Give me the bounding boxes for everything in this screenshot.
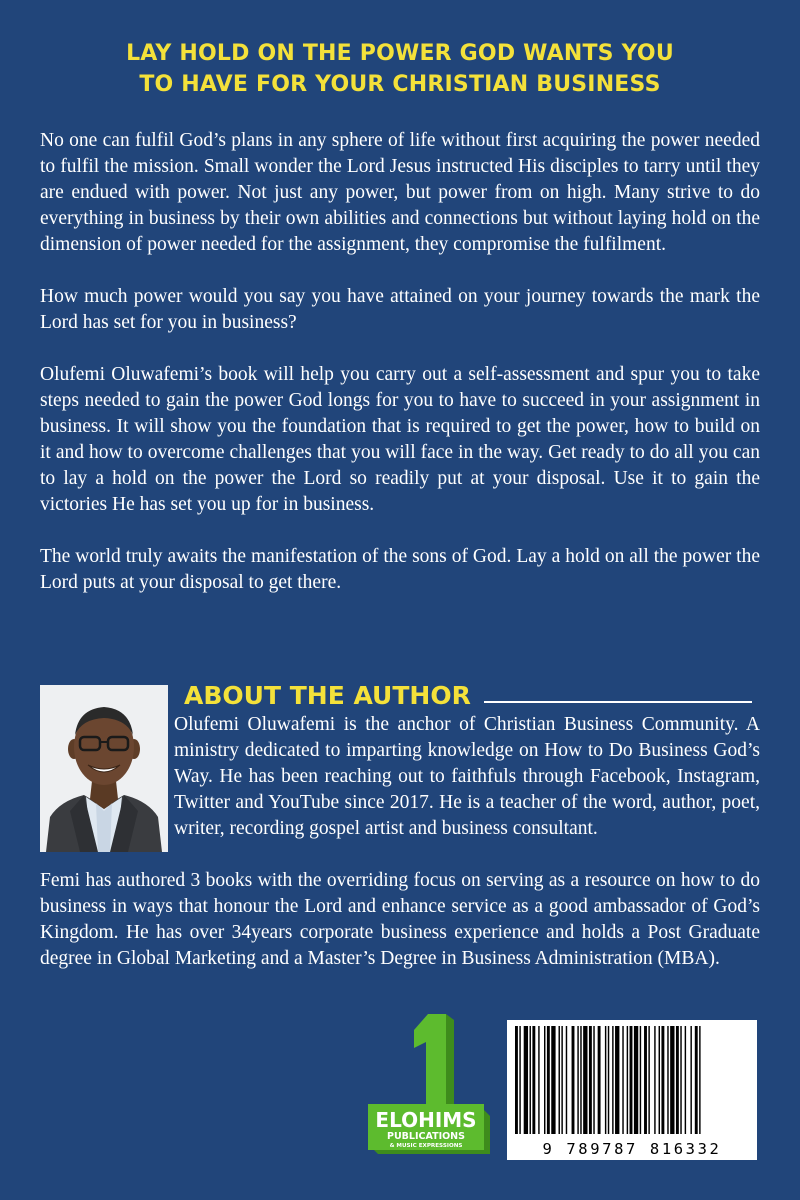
barcode-bar	[670, 1026, 674, 1134]
publisher-logo	[366, 1012, 494, 1157]
publisher-name: ELOHIMS	[375, 1108, 477, 1132]
barcode-bar	[544, 1026, 545, 1134]
about-paragraph-2: Femi has authored 3 books with the overriding focus on serving as a resource on how to do business in ways that honour the Lord and enhance service as a good ambassador of God’s Kingdom. He has over 34years corporate business experience and holds a Post Graduate degree in Global Marketing and a Master’s Degree in Business Administration (MBA).	[40, 870, 760, 969]
cover-headline	[0, 38, 800, 100]
isbn-number: 9 789787 816332	[542, 1140, 722, 1158]
barcode-bars	[507, 1020, 757, 1138]
barcode-bar	[538, 1026, 539, 1134]
barcode-bar	[644, 1026, 647, 1134]
barcode-bar	[566, 1026, 567, 1134]
barcode-bar	[630, 1026, 633, 1134]
barcode-bar	[615, 1026, 619, 1134]
photo-wrap-spacer	[40, 712, 174, 842]
barcode-bar	[654, 1026, 655, 1134]
headline-line-1: LAY HOLD ON THE POWER GOD WANTS YOU	[126, 41, 674, 66]
barcode-bar	[519, 1026, 520, 1134]
barcode-bar	[695, 1026, 698, 1134]
barcode-bar	[593, 1026, 594, 1134]
barcode-bar	[551, 1026, 555, 1134]
barcode-bar	[612, 1026, 613, 1134]
barcode-bar	[690, 1026, 691, 1134]
barcode-bar	[648, 1026, 649, 1134]
about-author-rule	[484, 701, 752, 703]
barcode-bar	[598, 1026, 601, 1134]
barcode-bar	[685, 1026, 686, 1134]
barcode-bar	[627, 1026, 628, 1134]
blurb-paragraph-4: The world truly awaits the manifestation of the sons of God. Lay a hold on all the power the Lord puts at your disposal to get there.	[40, 546, 760, 593]
barcode-bar	[699, 1026, 700, 1134]
blurb-paragraph-1: No one can fulfil God’s plans in any sphere of life without first acquiring the power needed to fulfil the mission. Small wonder the Lord Jesus instructed His disciples to tarry until they are endued with power. Not just any power, but power from on high. Many strive to do everything in business by their own abilities and connections but without laying hold on the dimension of power needed for the assignment, they compromise the fulfilment.	[40, 130, 760, 255]
barcode-bar	[524, 1026, 528, 1134]
blurb-paragraph-2: How much power would you say you have attained on your journey towards the mark the Lord has set for you in business?	[40, 286, 760, 333]
publisher-subtitle: PUBLICATIONS	[387, 1131, 465, 1142]
barcode-bar	[634, 1026, 638, 1134]
barcode-bar	[583, 1026, 587, 1134]
about-author-heading: ABOUT THE AUTHOR	[184, 681, 471, 710]
barcode-bar	[659, 1026, 660, 1134]
headline-line-2: TO HAVE FOR YOUR CHRISTIAN BUSINESS	[139, 72, 661, 97]
barcode-bar	[532, 1026, 535, 1134]
barcode-bar	[547, 1026, 550, 1134]
barcode-bar	[608, 1026, 609, 1134]
blurb-paragraph-3: Olufemi Oluwafemi’s book will help you carry out a self-assessment and spur you to take steps needed to gain the power God longs for you to have to succeed in your assignment in business. It will show you the foundation that is required to get the power, how to build on it and how to overcome challenges that you will face in the way. Get ready to do all you can to lay a hold on the power the Lord so readily put at your disposal. Use it to gain the victories He has set you up for in business.	[40, 364, 760, 515]
barcode-bar	[580, 1026, 581, 1134]
barcode-bar	[605, 1026, 606, 1134]
barcode-bar	[515, 1026, 518, 1134]
about-author-section	[40, 712, 760, 998]
barcode-bar	[577, 1026, 578, 1134]
barcode-bar	[559, 1026, 560, 1134]
barcode-bar	[622, 1026, 623, 1134]
barcode-bar	[589, 1026, 592, 1134]
barcode-bar	[680, 1026, 681, 1134]
barcode-bar	[667, 1026, 668, 1134]
isbn-barcode	[507, 1020, 757, 1160]
barcode-bar	[530, 1026, 531, 1134]
barcode-bar	[676, 1026, 679, 1134]
about-paragraph-1: Olufemi Oluwafemi is the anchor of Christian Business Community. A ministry dedicated to imparting knowledge on How to Do Business God’s Way. He has been reaching out to faithfuls through Facebook, Instagram, Twitter and YouTube since 2017. He is a teacher of the word, author, poet, writer, recording gospel artist and business consultant.	[174, 714, 760, 839]
publisher-tagline: & MUSIC EXPRESSIONS	[389, 1143, 463, 1149]
barcode-bar	[640, 1026, 641, 1134]
blurb-section	[40, 128, 760, 596]
barcode-bar	[561, 1026, 562, 1134]
barcode-bar	[661, 1026, 664, 1134]
elohims-logo-icon	[366, 1012, 494, 1157]
barcode-bar	[572, 1026, 575, 1134]
